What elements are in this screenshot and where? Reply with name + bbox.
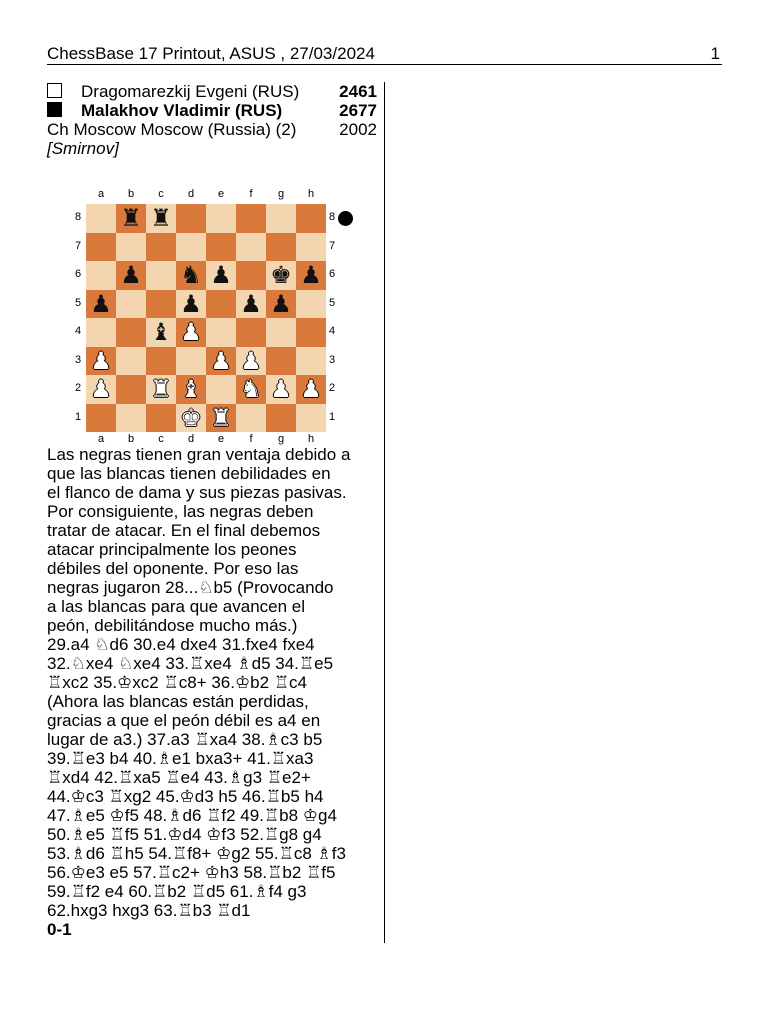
white-player-elo: 2461 bbox=[339, 82, 377, 101]
printout-title: ChessBase 17 Printout, ASUS , 27/03/2024 bbox=[47, 44, 375, 63]
square-c2 bbox=[146, 375, 176, 404]
square-g5 bbox=[266, 290, 296, 319]
black-pawn-icon: ♟ bbox=[300, 261, 322, 290]
rank-label: 6 bbox=[328, 268, 336, 280]
commentary-line: (Ahora las blancas están perdidas, bbox=[47, 692, 309, 711]
file-label: a bbox=[97, 188, 105, 200]
game-header bbox=[47, 82, 377, 158]
square-b3 bbox=[116, 347, 146, 376]
white-pawn-icon: ♟ bbox=[210, 346, 232, 375]
square-e2 bbox=[206, 375, 236, 404]
square-g7 bbox=[266, 233, 296, 262]
commentary-line: 62.hxg3 hxg3 63.♖b3 ♖d1 bbox=[47, 901, 251, 920]
commentary-line: ♖xc2 35.♔xc2 ♖c8+ 36.♔b2 ♖c4 bbox=[47, 673, 308, 692]
square-a8 bbox=[86, 204, 116, 233]
chess-board bbox=[86, 204, 326, 432]
square-c5 bbox=[146, 290, 176, 319]
commentary-line: 44.♔c3 ♖xg2 45.♔d3 h5 46.♖b5 h4 bbox=[47, 787, 324, 806]
square-e6 bbox=[206, 261, 236, 290]
square-d3 bbox=[176, 347, 206, 376]
square-a6 bbox=[86, 261, 116, 290]
white-pawn-icon: ♟ bbox=[300, 375, 322, 404]
square-f2 bbox=[236, 375, 266, 404]
black-pawn-icon: ♟ bbox=[210, 261, 232, 290]
rank-label: 2 bbox=[328, 382, 336, 394]
white-rook-icon: ♜ bbox=[210, 403, 232, 432]
commentary-line: negras jugaron 28...♘b5 (Provocando bbox=[47, 578, 334, 597]
file-label: e bbox=[217, 188, 225, 200]
black-pawn-icon: ♟ bbox=[240, 289, 262, 318]
commentary-line: tratar de atacar. En el final debemos bbox=[47, 521, 321, 540]
square-e4 bbox=[206, 318, 236, 347]
square-f3 bbox=[236, 347, 266, 376]
commentary-line: 47.♗e5 ♔f5 48.♗d6 ♖f2 49.♖b8 ♔g4 bbox=[47, 806, 337, 825]
square-d1 bbox=[176, 404, 206, 433]
black-pawn-icon: ♟ bbox=[180, 289, 202, 318]
square-f6 bbox=[236, 261, 266, 290]
square-d8 bbox=[176, 204, 206, 233]
file-label: e bbox=[217, 433, 225, 445]
square-f1 bbox=[236, 404, 266, 433]
square-b5 bbox=[116, 290, 146, 319]
commentary-line: a las blancas para que avancen el bbox=[47, 597, 306, 616]
rank-label: 5 bbox=[74, 296, 82, 309]
square-e1 bbox=[206, 404, 236, 433]
white-knight-icon: ♞ bbox=[240, 375, 262, 404]
square-h6 bbox=[296, 261, 326, 290]
rank-label: 4 bbox=[74, 325, 82, 337]
black-pawn-icon: ♟ bbox=[90, 289, 112, 318]
rank-label: 8 bbox=[328, 211, 336, 223]
square-h8 bbox=[296, 204, 326, 233]
square-a1 bbox=[86, 404, 116, 433]
white-rook-icon: ♜ bbox=[150, 375, 172, 404]
square-c1 bbox=[146, 404, 176, 433]
black-player-elo: 2677 bbox=[339, 101, 377, 120]
square-g3 bbox=[266, 347, 296, 376]
file-label: b bbox=[127, 188, 135, 200]
square-h7 bbox=[296, 233, 326, 262]
file-label: g bbox=[277, 433, 285, 445]
square-f8 bbox=[236, 204, 266, 233]
square-d2 bbox=[176, 375, 206, 404]
square-h4 bbox=[296, 318, 326, 347]
file-label: c bbox=[158, 188, 164, 200]
commentary bbox=[47, 445, 377, 939]
page-header bbox=[47, 42, 722, 65]
game-result: 0-1 bbox=[47, 920, 72, 939]
square-b1 bbox=[116, 404, 146, 433]
white-pawn-icon: ♟ bbox=[90, 346, 112, 375]
white-player-row bbox=[47, 82, 377, 101]
white-king-icon: ♚ bbox=[180, 403, 202, 432]
square-c3 bbox=[146, 347, 176, 376]
square-h1 bbox=[296, 404, 326, 433]
square-f4 bbox=[236, 318, 266, 347]
white-pawn-icon: ♟ bbox=[240, 346, 262, 375]
square-e3 bbox=[206, 347, 236, 376]
commentary-lines bbox=[47, 445, 377, 920]
white-pawn-icon: ♟ bbox=[180, 318, 202, 347]
black-player-row bbox=[47, 101, 377, 120]
commentary-line: Por consiguiente, las negras deben bbox=[47, 502, 314, 521]
rank-label: 3 bbox=[328, 353, 336, 366]
rank-label: 7 bbox=[328, 239, 336, 252]
square-d7 bbox=[176, 233, 206, 262]
square-c4 bbox=[146, 318, 176, 347]
file-label: c bbox=[158, 433, 164, 445]
square-c7 bbox=[146, 233, 176, 262]
rank-label: 7 bbox=[74, 239, 82, 252]
black-king-icon: ♚ bbox=[270, 261, 292, 290]
white-player-name: Dragomarezkij Evgeni (RUS) bbox=[81, 82, 300, 101]
file-label: h bbox=[307, 433, 315, 445]
square-d4 bbox=[176, 318, 206, 347]
black-knight-icon: ♞ bbox=[180, 261, 202, 290]
file-label: d bbox=[187, 188, 195, 200]
file-label: f bbox=[249, 188, 253, 200]
commentary-line: 53.♗d6 ♖h5 54.♖f8+ ♔g2 55.♖c8 ♗f3 bbox=[47, 844, 346, 863]
square-d6 bbox=[176, 261, 206, 290]
square-a5 bbox=[86, 290, 116, 319]
file-label: a bbox=[97, 433, 105, 445]
rank-label: 5 bbox=[328, 296, 336, 309]
square-c8 bbox=[146, 204, 176, 233]
file-label: b bbox=[127, 433, 135, 445]
square-g4 bbox=[266, 318, 296, 347]
commentary-line: que las blancas tienen debilidades en bbox=[47, 464, 331, 483]
black-square-icon bbox=[47, 102, 62, 117]
commentary-line: peón, debilitándose mucho más.) bbox=[47, 616, 298, 635]
black-pawn-icon: ♟ bbox=[120, 261, 142, 290]
file-label: g bbox=[277, 188, 285, 200]
column-divider bbox=[384, 82, 385, 943]
rank-label: 8 bbox=[74, 211, 82, 223]
event-year: 2002 bbox=[339, 120, 377, 139]
black-rook-icon: ♜ bbox=[150, 204, 172, 233]
square-g8 bbox=[266, 204, 296, 233]
commentary-line: 32.♘xe4 ♘xe4 33.♖xe4 ♗d5 34.♖e5 bbox=[47, 654, 334, 673]
page-number: 1 bbox=[710, 44, 720, 63]
square-f5 bbox=[236, 290, 266, 319]
square-b8 bbox=[116, 204, 146, 233]
square-b4 bbox=[116, 318, 146, 347]
event-name: Ch Moscow Moscow (Russia) (2) bbox=[47, 120, 297, 139]
square-a3 bbox=[86, 347, 116, 376]
commentary-line: débiles del oponente. Por eso las bbox=[47, 559, 299, 578]
rank-label: 4 bbox=[328, 325, 336, 337]
file-label: h bbox=[307, 188, 315, 200]
square-h3 bbox=[296, 347, 326, 376]
commentary-line: gracias a que el peón débil es a4 en bbox=[47, 711, 321, 730]
square-d5 bbox=[176, 290, 206, 319]
commentary-line: ♖xd4 42.♖xa5 ♖e4 43.♗g3 ♖e2+ bbox=[47, 768, 311, 787]
square-a4 bbox=[86, 318, 116, 347]
square-a2 bbox=[86, 375, 116, 404]
commentary-line: 29.a4 ♘d6 30.e4 dxe4 31.fxe4 fxe4 bbox=[47, 635, 315, 654]
square-h5 bbox=[296, 290, 326, 319]
square-f7 bbox=[236, 233, 266, 262]
rank-label: 6 bbox=[74, 268, 82, 280]
square-e7 bbox=[206, 233, 236, 262]
white-pawn-icon: ♟ bbox=[270, 375, 292, 404]
square-e8 bbox=[206, 204, 236, 233]
commentary-line: el flanco de dama y sus piezas pasivas. bbox=[47, 483, 347, 502]
commentary-line: atacar principalmente los peones bbox=[47, 540, 297, 559]
commentary-line: 59.♖f2 e4 60.♖b2 ♖d5 61.♗f4 g3 bbox=[47, 882, 307, 901]
square-h2 bbox=[296, 375, 326, 404]
event-row bbox=[47, 120, 377, 139]
commentary-line: 50.♗e5 ♖f5 51.♔d4 ♔f3 52.♖g8 g4 bbox=[47, 825, 322, 844]
white-square-icon bbox=[47, 83, 62, 98]
commentary-line: lugar de a3.) 37.a3 ♖xa4 38.♗c3 b5 bbox=[47, 730, 323, 749]
file-label: f bbox=[249, 433, 253, 445]
white-pawn-icon: ♟ bbox=[90, 375, 112, 404]
square-a7 bbox=[86, 233, 116, 262]
black-pawn-icon: ♟ bbox=[270, 289, 292, 318]
black-bishop-icon: ♝ bbox=[150, 318, 172, 347]
square-b2 bbox=[116, 375, 146, 404]
commentary-line: 39.♖e3 b4 40.♗e1 bxa3+ 41.♖xa3 bbox=[47, 749, 314, 768]
square-g6 bbox=[266, 261, 296, 290]
black-player-name: Malakhov Vladimir (RUS) bbox=[81, 101, 283, 120]
white-bishop-icon: ♝ bbox=[180, 375, 202, 404]
black-rook-icon: ♜ bbox=[120, 204, 142, 233]
commentary-line: Las negras tienen gran ventaja debido a bbox=[47, 445, 351, 464]
file-label: d bbox=[187, 433, 195, 445]
rank-label: 1 bbox=[328, 410, 336, 423]
rank-label: 2 bbox=[74, 382, 82, 394]
annotator: [Smirnov] bbox=[47, 139, 119, 158]
square-e5 bbox=[206, 290, 236, 319]
black-to-move-indicator bbox=[338, 211, 353, 226]
square-c6 bbox=[146, 261, 176, 290]
square-b6 bbox=[116, 261, 146, 290]
square-b7 bbox=[116, 233, 146, 262]
commentary-line: 56.♔e3 e5 57.♖c2+ ♔h3 58.♖b2 ♖f5 bbox=[47, 863, 336, 882]
square-g1 bbox=[266, 404, 296, 433]
rank-label: 1 bbox=[74, 410, 82, 423]
square-g2 bbox=[266, 375, 296, 404]
rank-label: 3 bbox=[74, 353, 82, 366]
